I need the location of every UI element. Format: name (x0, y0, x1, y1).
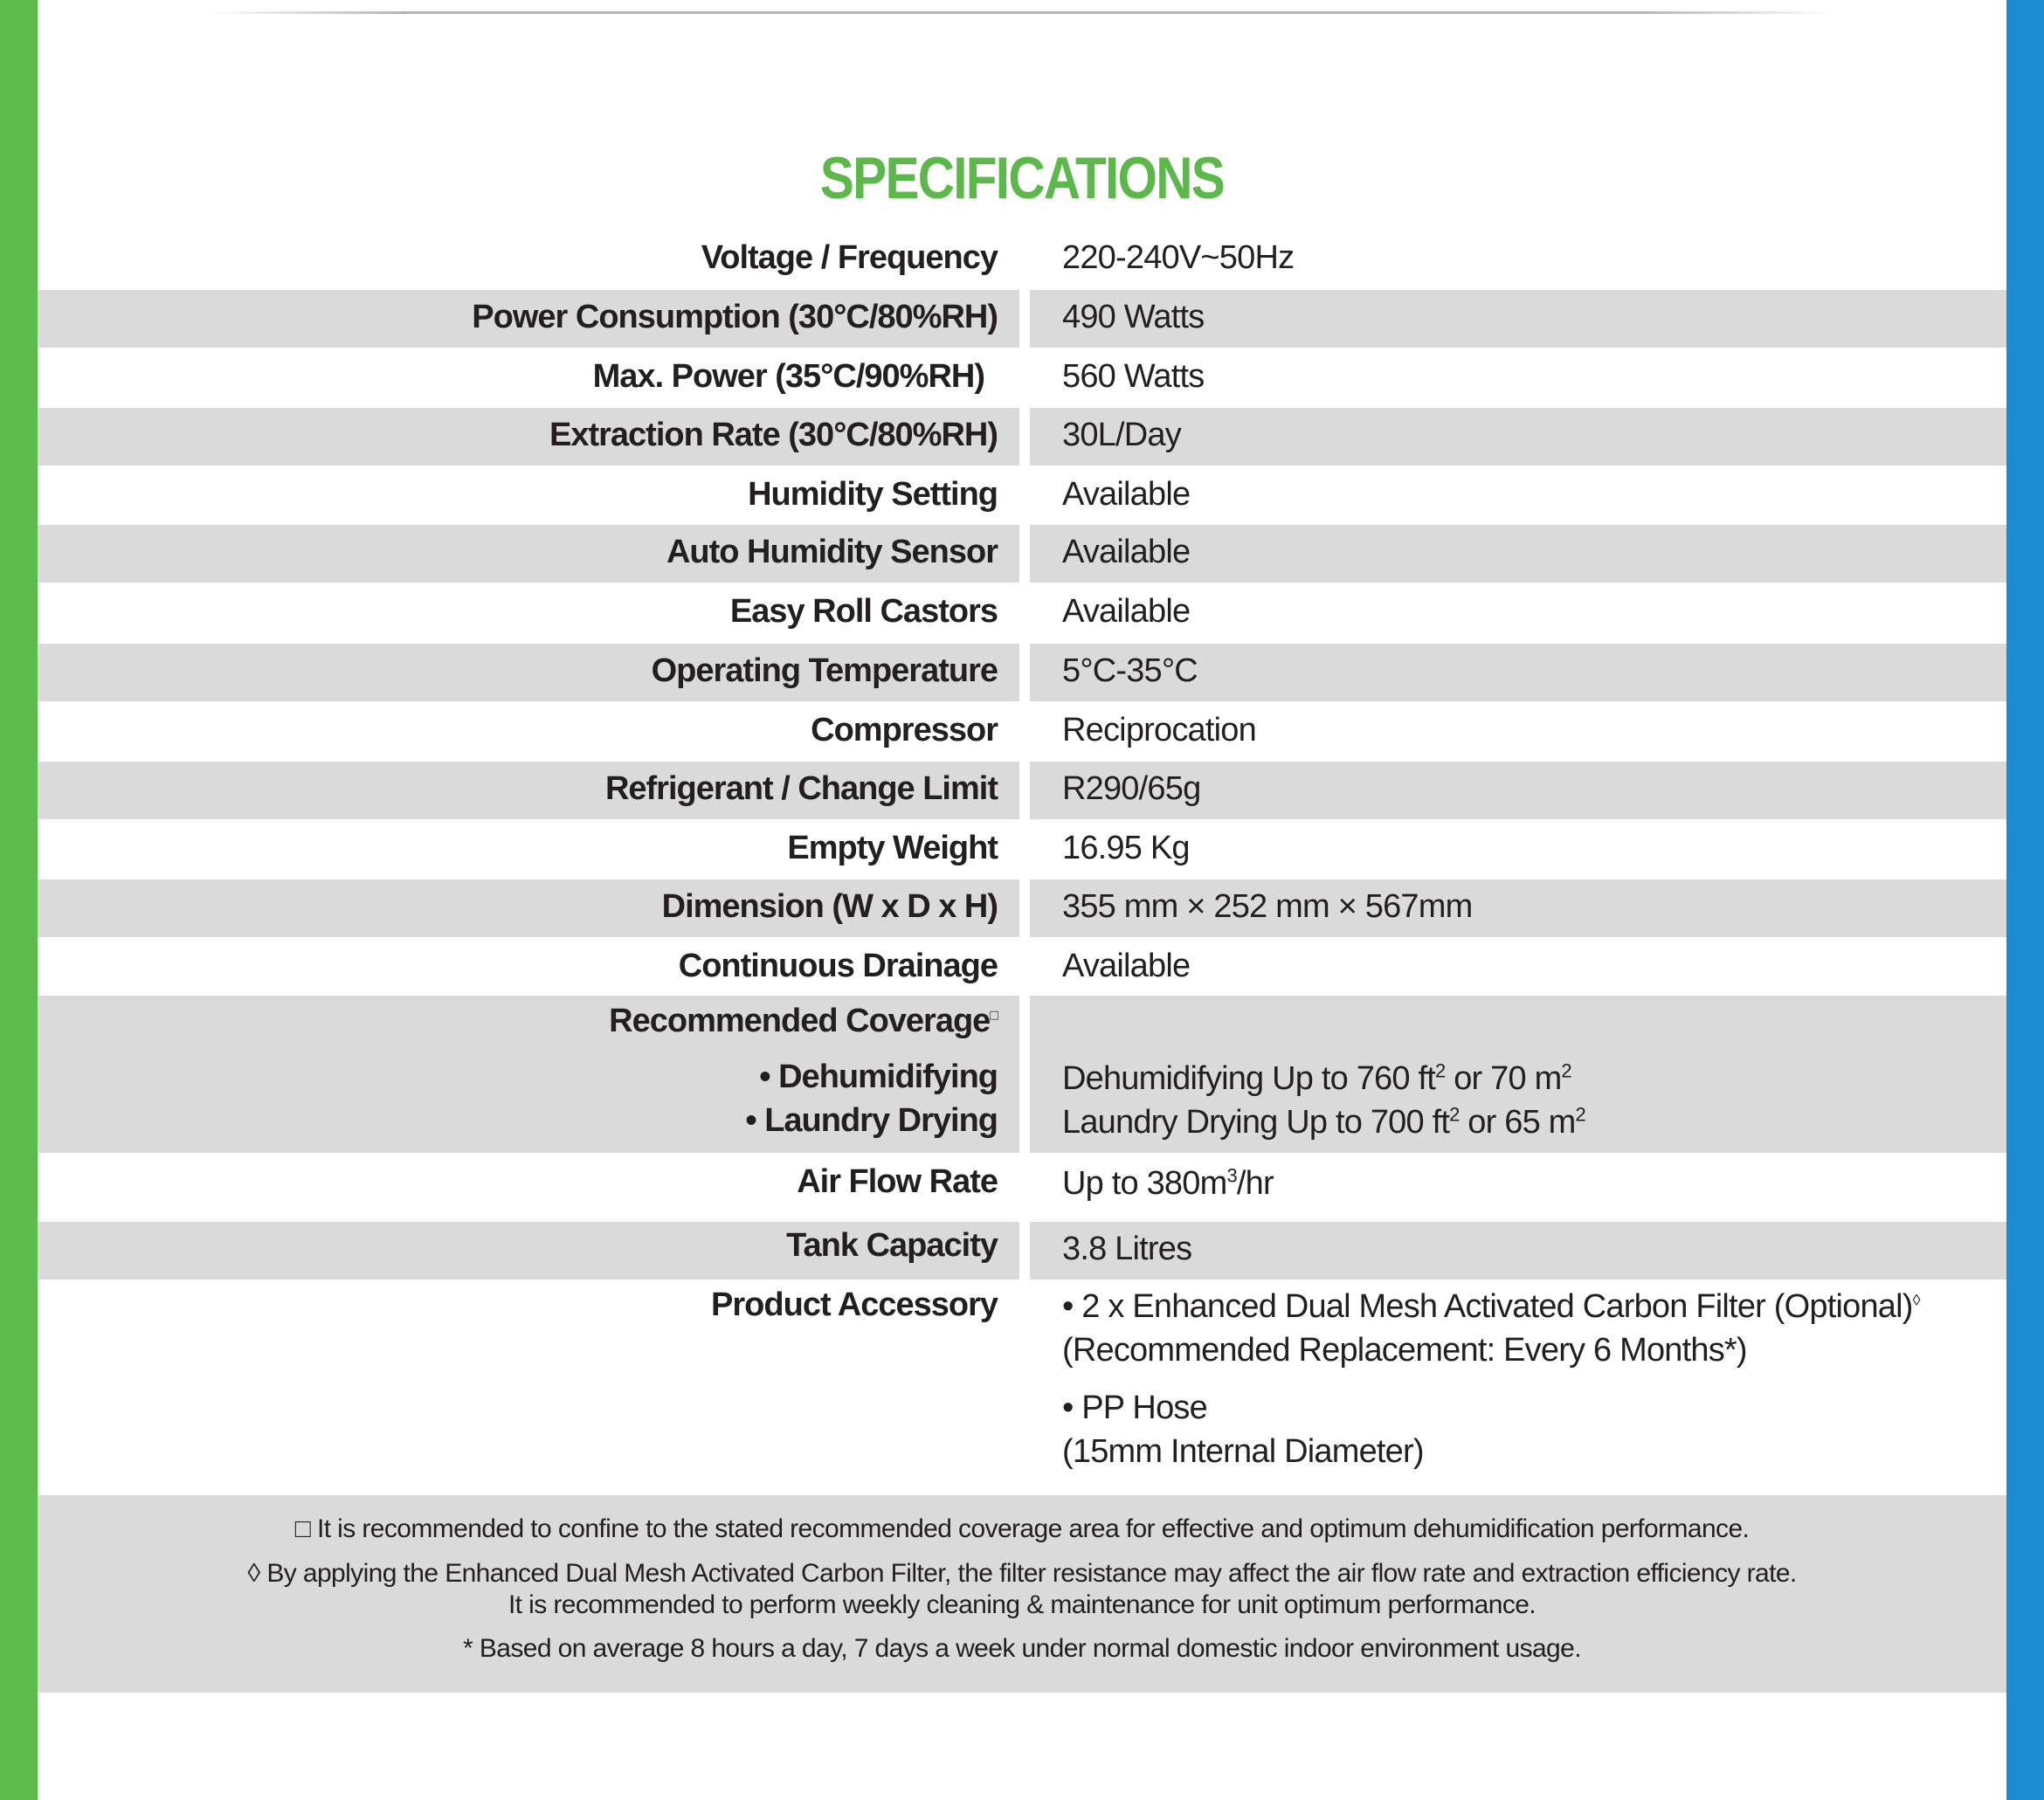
spec-row (38, 644, 2006, 701)
right-accent-bar (2006, 0, 2044, 1800)
footnotes (38, 1495, 2006, 1693)
accessory-row (38, 1279, 2006, 1495)
spec-value: 490 Watts (1062, 299, 1205, 335)
spec-value: R290/65g (1062, 770, 1201, 807)
accessory-item: • PP Hose (1062, 1390, 1207, 1426)
spec-row (38, 290, 2006, 348)
spec-row (38, 701, 2006, 762)
spec-label: Compressor (811, 712, 998, 748)
spec-row (38, 937, 2006, 996)
spec-row (38, 762, 2006, 819)
spec-label: Empty Weight (787, 830, 998, 866)
spec-label: Max. Power (35°C/90%RH) (592, 358, 984, 395)
spec-row (38, 1153, 2006, 1222)
spec-row (38, 1222, 2006, 1279)
spec-label: Easy Roll Castors (729, 593, 998, 630)
spec-value: 3.8 Litres (1062, 1231, 1192, 1267)
spec-value: Available (1062, 534, 1191, 570)
spec-row (38, 348, 2006, 408)
coverage-item-label: • Laundry Drying (745, 1102, 998, 1139)
footnote: □ It is recommended to confine to the stated recommended coverage area for effective and optimum dehumidification performance. (294, 1514, 1750, 1543)
spec-label: Power Consumption (30°C/80%RH) (472, 299, 998, 335)
spec-value: Available (1062, 593, 1191, 630)
spec-value: 5°C-35°C (1062, 652, 1198, 689)
spec-label: Continuous Drainage (678, 948, 998, 984)
spec-value: 30L/Day (1062, 417, 1181, 453)
accessory-item-note: (15mm Internal Diameter) (1062, 1433, 1424, 1470)
coverage-item-value: Laundry Drying Up to 700 $ft^2$ or 65 $m^2$ (1062, 1103, 1585, 1141)
spec-label: Humidity Setting (748, 476, 998, 513)
spec-value: 16.95 Kg (1062, 830, 1190, 866)
page-title: SPECIFICATIONS (819, 145, 1225, 211)
footnote: ◊ By applying the Enhanced Dual Mesh Activated Carbon Filter, the filter resistance may affect the air flow rate and extraction efficiency rate. (247, 1559, 1797, 1588)
accessory-item-note: (Recommended Replacement: Every 6 Months*) (1062, 1332, 1747, 1369)
spec-row (38, 583, 2006, 644)
spec-value: 560 Watts (1062, 358, 1205, 395)
spec-label: Voltage / Frequency (701, 239, 998, 276)
spec-label: Refrigerant / Change Limit (604, 770, 998, 807)
coverage-footnote-mark: □ (990, 1008, 998, 1024)
spec-value: Available (1062, 476, 1191, 513)
spec-row (38, 232, 2006, 290)
spec-row (38, 408, 2006, 466)
spec-row (38, 525, 2006, 583)
accessory-footnote-mark: ◊ (1912, 1291, 1920, 1309)
spec-value: Reciprocation (1062, 712, 1256, 748)
spec-label: Auto Humidity Sensor (666, 534, 998, 570)
spec-label: Dimension (W x D x H) (661, 888, 998, 925)
coverage-item-label: • Dehumidifying (759, 1059, 998, 1095)
spec-value: 220-240V~50Hz (1062, 239, 1295, 276)
spec-label: Tank Capacity (786, 1227, 998, 1264)
coverage-row (38, 996, 2006, 1153)
spec-row (38, 879, 2006, 937)
spec-row (38, 466, 2006, 525)
footnote: It is recommended to perform weekly cleaning & maintenance for unit optimum performance. (508, 1590, 1536, 1619)
spec-row (38, 819, 2006, 879)
spec-label: Operating Temperature (651, 652, 998, 689)
spec-value: Up to $380m^3/hr$ (1062, 1164, 1274, 1202)
top-divider (210, 11, 1834, 14)
spec-label: Product Accessory (711, 1286, 998, 1323)
spec-value: 355 mm × 252 mm × 567mm (1062, 888, 1473, 925)
spec-label: Extraction Rate (30°C/80%RH) (549, 417, 998, 453)
coverage-label: Recommended Coverage□ (609, 1003, 998, 1039)
spec-value: Available (1062, 948, 1191, 984)
accessory-item: • 2 x Enhanced Dual Mesh Activated Carbon Filter (Optional)◊ (1062, 1288, 1920, 1325)
footnote: * Based on average 8 hours a day, 7 days a week under normal domestic indoor environment usage. (463, 1634, 1581, 1663)
left-accent-bar (0, 0, 38, 1800)
coverage-item-value: Dehumidifying Up to 760 $ft^2$ or 70 $m^2$ (1062, 1059, 1571, 1097)
spec-label: Air Flow Rate (797, 1163, 998, 1200)
